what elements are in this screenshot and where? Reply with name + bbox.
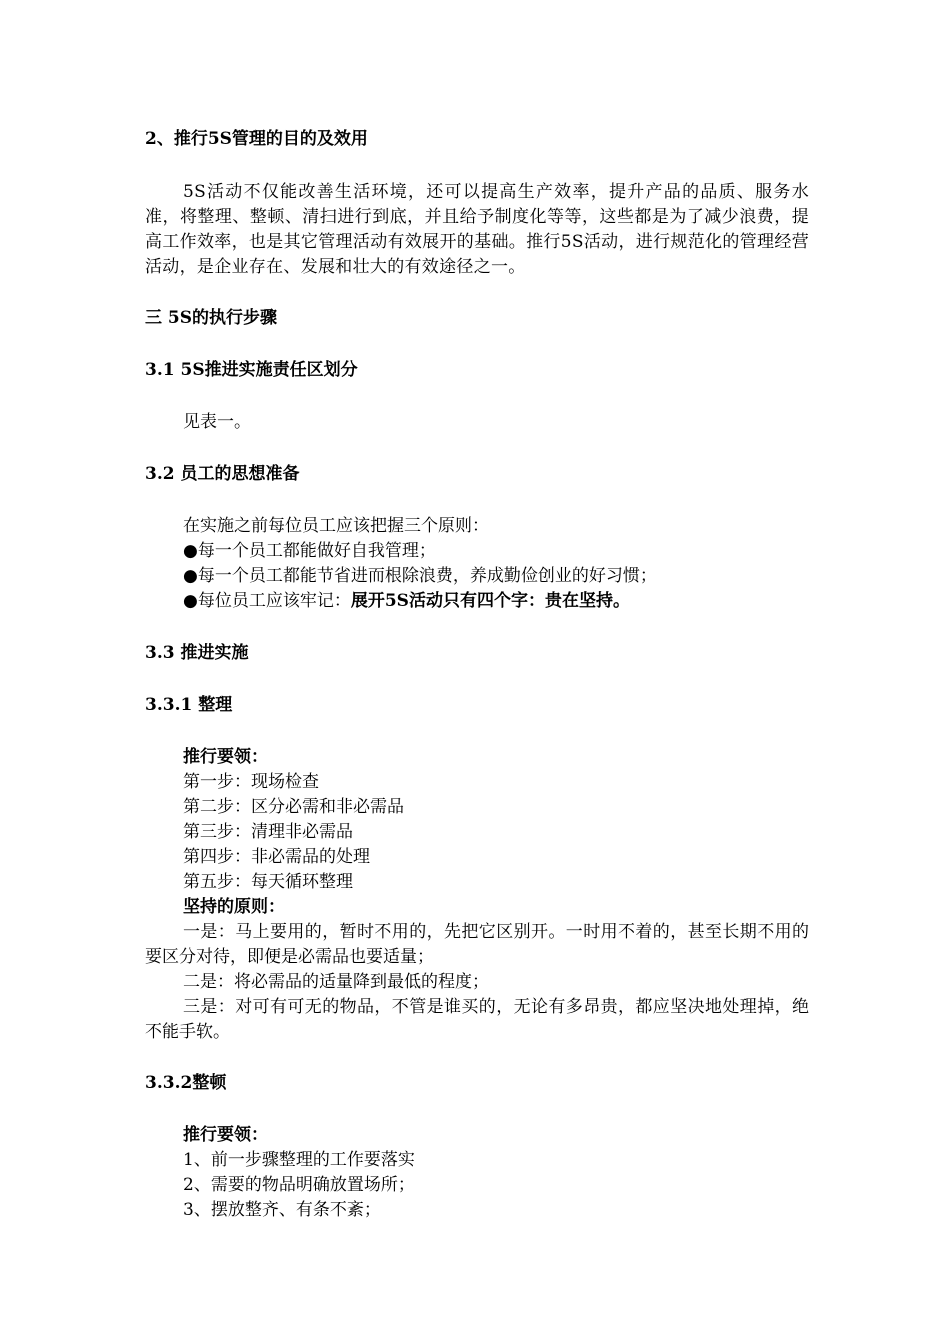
arrange-item-1: 1、前一步骤整理的工作要落实 [183,1150,415,1170]
section3-3-1-heading: 3.3.1 整理 [145,695,233,715]
organize-step-4: 第四步：非必需品的处理 [183,847,370,867]
arrange-item-2: 2、需要的物品明确放置场所； [183,1175,415,1195]
organize-essentials-label: 推行要领： [183,747,268,767]
principle-bullet-2: ●每一个员工都能节省进而根除浪费，养成勤俭创业的好习惯； [183,566,657,586]
section2-paragraph: 5S活动不仅能改善生活环境，还可以提高生产效率，提升产品的品质、服务水准，将整理、整顿、清扫进行到底，并且给予制度化等等，这些都是为了减少浪费，提高工作效率，也是其它管理活动有效展开的基础。推行5S活动，进行规范化的管理经营活动，是企业存在、发展和壮大的有效途径之一。 [145,182,809,277]
principle-bullet-3-prefix: ●每位员工应该牢记： [183,591,351,611]
document-page [145,127,809,1223]
section3-3-2-heading: 3.3.2整顿 [145,1073,227,1093]
organize-principle-1: 一是：马上要用的，暂时不用的，先把它区别开。一时用不着的，甚至长期不用的要区分对待，即便是必需品也要适量； [145,922,809,967]
organize-step-5: 第五步：每天循环整理 [183,872,353,892]
section3-2-heading: 3.2 员工的思想准备 [145,464,300,484]
principle-bullet-3-emphasis: 展开5S活动只有四个字：贵在坚持。 [350,591,630,611]
organize-step-2: 第二步：区分必需和非必需品 [183,797,404,817]
principle-bullet-3 [145,589,809,614]
organize-step-1: 第一步：现场检查 [183,772,319,792]
section2-heading: 2、推行5S管理的目的及效用 [145,129,368,149]
section3-2-intro: 在实施之前每位员工应该把握三个原则： [183,516,489,536]
section3-3-heading: 3.3 推进实施 [145,643,249,663]
organize-principles-label: 坚持的原则： [183,897,285,917]
section3-1-text: 见表一。 [183,412,251,432]
arrange-essentials-label: 推行要领： [183,1125,268,1145]
section3-1-heading: 3.1 5S推进实施责任区划分 [145,360,358,380]
section3-heading: 三 5S的执行步骤 [145,308,278,328]
arrange-item-3: 3、摆放整齐、有条不紊； [183,1200,381,1220]
organize-principle-3: 三是：对可有可无的物品，不管是谁买的，无论有多昂贵，都应坚决地处理掉，绝不能手软。 [145,997,809,1042]
organize-principle-2: 二是：将必需品的适量降到最低的程度； [183,972,489,992]
principle-bullet-1: ●每一个员工都能做好自我管理； [183,541,436,561]
organize-step-3: 第三步：清理非必需品 [183,822,353,842]
